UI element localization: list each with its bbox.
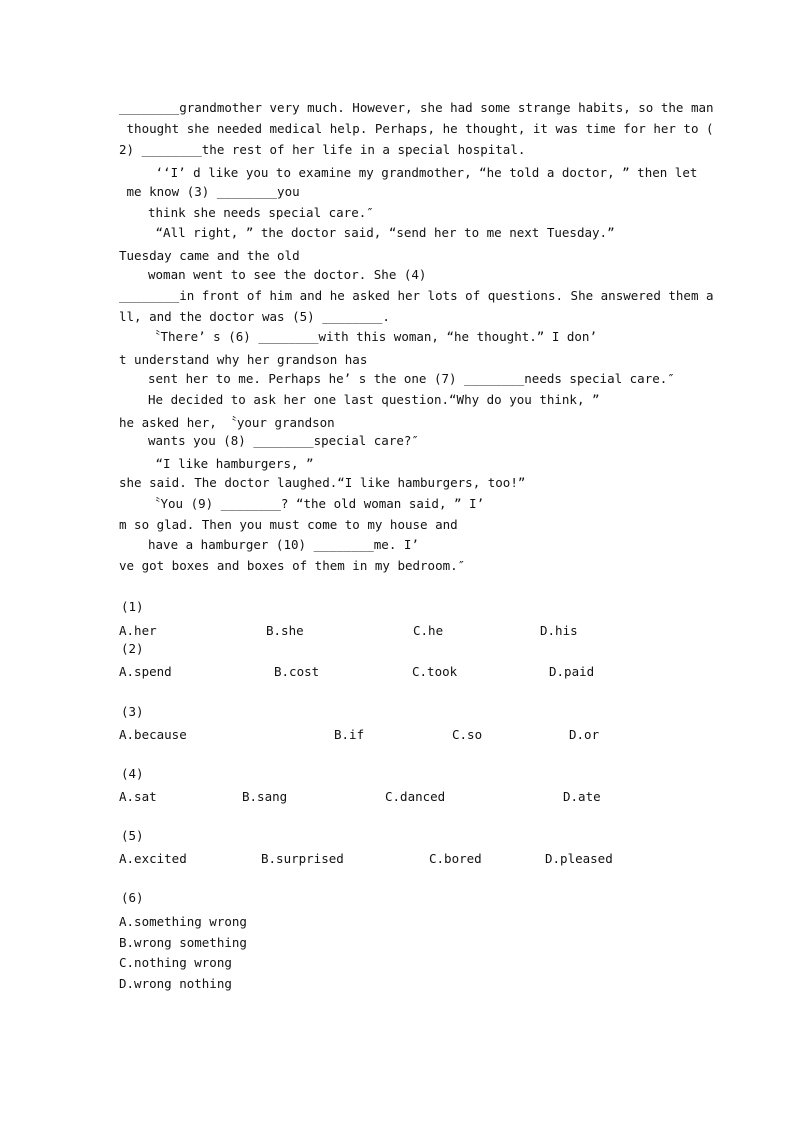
question-number: (3) xyxy=(121,704,144,719)
question-number: (2) xyxy=(121,641,144,656)
option-c[interactable]: C.nothing wrong xyxy=(119,955,232,970)
passage-line: m so glad. Then you must come to my house and xyxy=(119,517,458,532)
passage-line: thought she needed medical help. Perhaps, he thought, it was time for her to ( xyxy=(119,121,714,136)
passage-line: think she needs special care.″ xyxy=(148,205,374,220)
option-b[interactable]: B.cost xyxy=(274,664,320,679)
passage-line: ll, and the doctor was (5) ________. xyxy=(119,309,390,324)
option-c[interactable]: C.danced xyxy=(385,789,446,804)
question-number: (6) xyxy=(121,890,144,905)
option-a[interactable]: A.spend xyxy=(119,664,172,679)
passage-line: she said. The doctor laughed.“I like hamburgers, too!” xyxy=(119,475,526,490)
option-c[interactable]: C.bored xyxy=(429,851,482,866)
option-d[interactable]: D.wrong nothing xyxy=(119,976,232,991)
option-b[interactable]: B.surprised xyxy=(261,851,344,866)
option-c[interactable]: C.took xyxy=(412,664,458,679)
passage-line: “All right, ” the doctor said, “send her to me next Tuesday.” xyxy=(148,225,615,240)
passage-line: sent her to me. Perhaps he’ s the one (7) ________needs special care.″ xyxy=(148,371,675,386)
passage-line: “I like hamburgers, ” xyxy=(148,456,314,471)
question-number: (1) xyxy=(121,599,144,614)
passage-line: ________in front of him and he asked her lots of questions. She answered them a xyxy=(119,288,714,303)
option-a[interactable]: A.sat xyxy=(119,789,157,804)
option-c[interactable]: C.he xyxy=(413,623,444,638)
option-b[interactable]: B.wrong something xyxy=(119,935,247,950)
option-a[interactable]: A.her xyxy=(119,623,157,638)
option-d[interactable]: D.or xyxy=(569,727,600,742)
option-b[interactable]: B.she xyxy=(266,623,304,638)
passage-line: He decided to ask her one last question.“Why do you think, ” xyxy=(148,392,600,407)
option-a[interactable]: A.excited xyxy=(119,851,187,866)
passage-line: ________grandmother very much. However, she had some strange habits, so the man xyxy=(119,100,714,115)
passage-line: Tuesday came and the old xyxy=(119,248,300,263)
option-b[interactable]: B.sang xyxy=(242,789,288,804)
passage-line: t understand why her grandson has xyxy=(119,352,368,367)
passage-line: woman went to see the doctor. She (4) xyxy=(148,267,427,282)
passage-line: he asked her, 〝your grandson xyxy=(119,415,335,430)
option-a[interactable]: A.something wrong xyxy=(119,914,247,929)
passage-line: ‘‘I’ d like you to examine my grandmother, “he told a doctor, ” then let xyxy=(148,165,698,180)
option-d[interactable]: D.pleased xyxy=(545,851,613,866)
passage-line: have a hamburger (10) ________me. I’ xyxy=(148,537,419,552)
passage-line: wants you (8) ________special care?″ xyxy=(148,433,419,448)
passage-line: ve got boxes and boxes of them in my bedroom.″ xyxy=(119,558,466,573)
option-a[interactable]: A.because xyxy=(119,727,187,742)
passage-line: me know (3) ________you xyxy=(119,184,300,199)
option-d[interactable]: D.paid xyxy=(549,664,595,679)
question-number: (4) xyxy=(121,766,144,781)
passage-line: 2) ________the rest of her life in a special hospital. xyxy=(119,142,526,157)
passage-line: 〝There’ s (6) ________with this woman, “he thought.” I don’ xyxy=(148,329,597,344)
option-b[interactable]: B.if xyxy=(334,727,365,742)
option-d[interactable]: D.his xyxy=(540,623,578,638)
passage-line: 〝You (9) ________? “the old woman said, ” I’ xyxy=(148,496,485,511)
option-d[interactable]: D.ate xyxy=(563,789,601,804)
option-c[interactable]: C.so xyxy=(452,727,483,742)
question-number: (5) xyxy=(121,828,144,843)
